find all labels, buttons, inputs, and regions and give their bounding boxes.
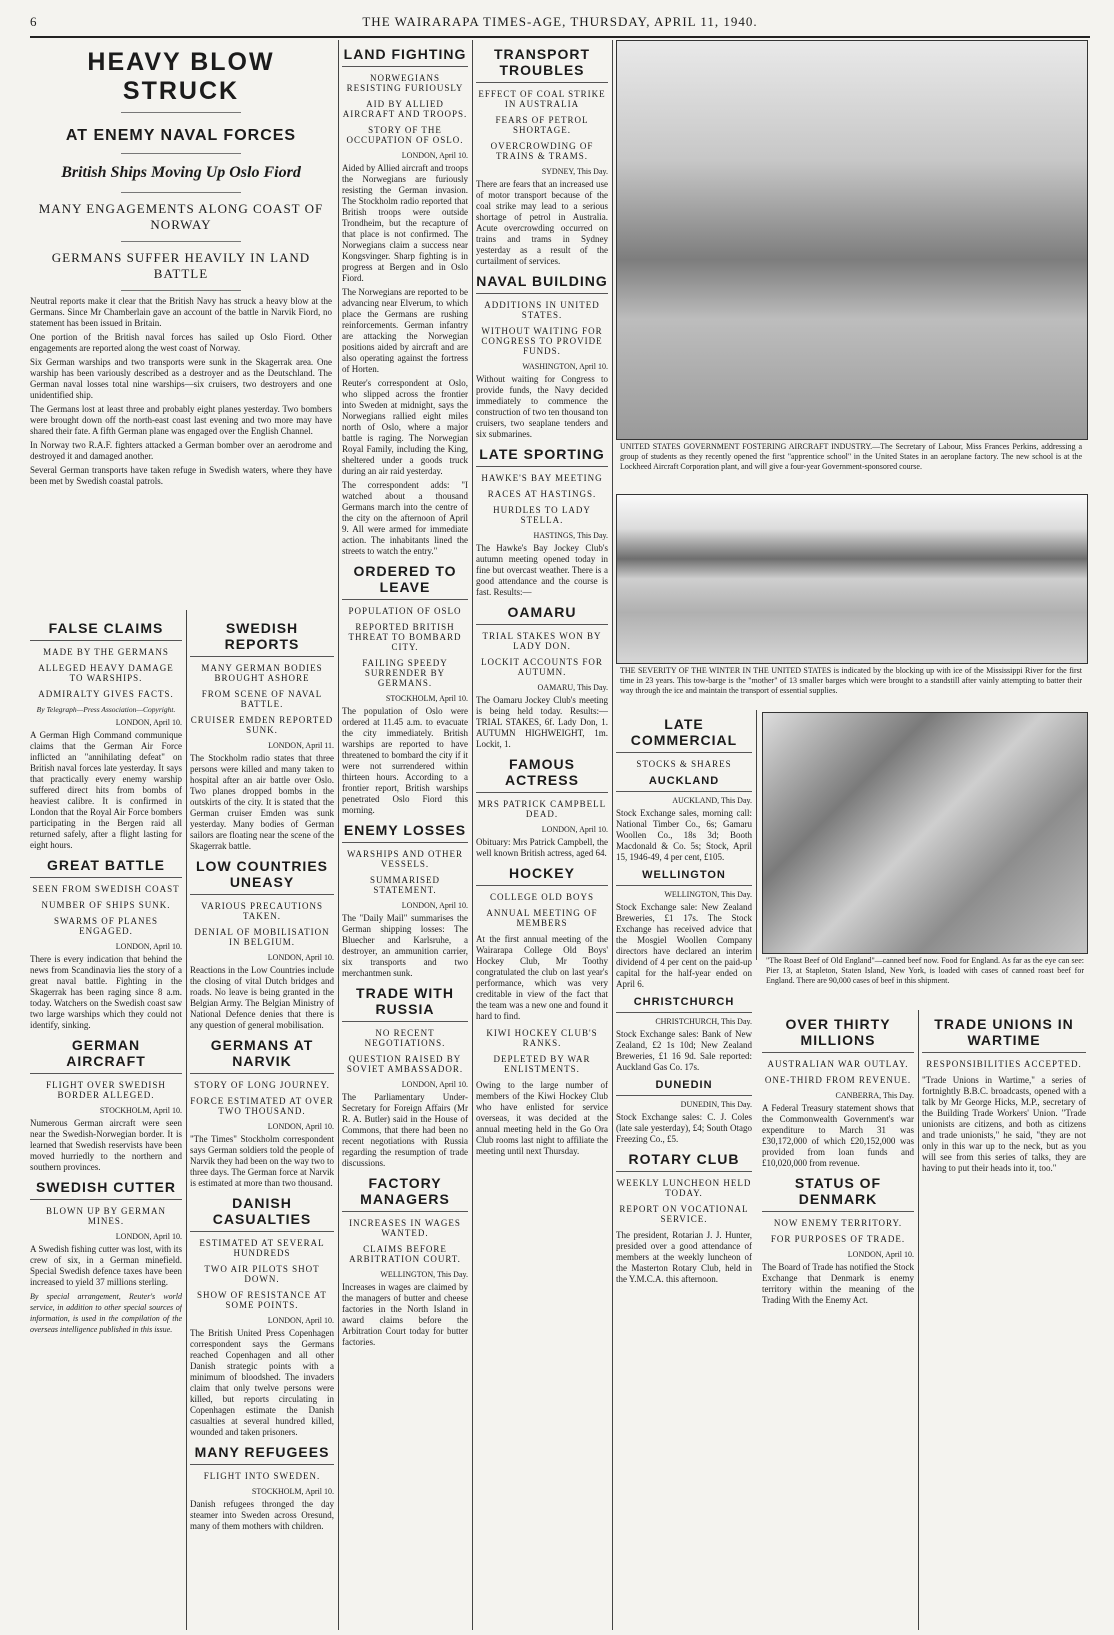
article-title: SWEDISH CUTTER bbox=[30, 1179, 182, 1200]
subheadline: GERMANS SUFFER HEAVILY IN LAND BATTLE bbox=[51, 250, 311, 281]
subhead: INCREASES IN WAGES WANTED. bbox=[349, 1218, 461, 1238]
article-title: LAND FIGHTING bbox=[342, 46, 468, 67]
subhead: STORY OF LONG JOURNEY. bbox=[194, 1080, 330, 1090]
subhead: SUMMARISED STATEMENT. bbox=[369, 875, 440, 895]
paragraph: Owing to the large number of members of the Kiwi Hockey Club who have enlisted for service overseas, it was decided at the annual meeting held in the Go Ora Club rooms last night to affiliate the meeting until next Thursday. bbox=[476, 1080, 608, 1156]
subhead: SEEN FROM SWEDISH COAST bbox=[32, 884, 180, 894]
subheadline: British Ships Moving Up Oslo Fiord bbox=[61, 164, 301, 181]
article-title: ORDERED TO LEAVE bbox=[342, 563, 468, 600]
paragraph: The Stockholm radio states that three persons were killed and many taken to hospital after an air battle over Oslo. Two planes dropped bombs in the outskirts of the city. It is stated that the German cruiser Emden was sunk yesterday. Many bodies of German sailors are floating near the scene of the Skagerrak battle. bbox=[190, 753, 334, 851]
article-title: GERMANS AT NARVIK bbox=[190, 1037, 334, 1074]
subhead: FORCE ESTIMATED AT OVER TWO THOUSAND. bbox=[190, 1096, 334, 1116]
paragraph: At the first annual meeting of the Wairarapa College Old Boys' Hockey Club, Mr Toothy congratulated the club on last year's performance, which was very creditable in view of the fact that the team was a new one and found it hard to find. bbox=[476, 934, 608, 1021]
subheadline: AT ENEMY NAVAL FORCES bbox=[65, 127, 297, 144]
paragraph: Obituary: Mrs Patrick Campbell, the well known British actress, aged 64. bbox=[476, 837, 608, 858]
column-3 bbox=[476, 40, 608, 1630]
subhead: FROM SCENE OF NAVAL BATTLE. bbox=[201, 689, 323, 709]
column-1a bbox=[30, 614, 182, 1630]
paragraph: The British United Press Copenhagen correspondent says the Germans reached Copenhagen and all other Danish strategic points with a minimum of bloodshed. The invaders claim that only twelve persons were killed, but reports circulating in Copenhagen estimate the Danish casualties at several hundred killed, wounded and taken prisoners. bbox=[190, 1328, 334, 1437]
subhead: FOR PURPOSES OF TRADE. bbox=[770, 1234, 906, 1244]
subheadline: MANY ENGAGEMENTS ALONG COAST OF NORWAY bbox=[38, 201, 324, 232]
subhead: HURDLES TO LADY STELLA. bbox=[493, 505, 591, 525]
article-title: OAMARU bbox=[476, 604, 608, 625]
subhead: RACES AT HASTINGS. bbox=[487, 489, 597, 499]
subhead: AUSTRALIAN WAR OUTLAY. bbox=[767, 1059, 909, 1069]
article-title: LATE SPORTING bbox=[476, 446, 608, 467]
subhead: DEPLETED BY WAR ENLISTMENTS. bbox=[493, 1054, 591, 1074]
article-title: GREAT BATTLE bbox=[30, 857, 182, 878]
paragraph: There are fears that an increased use of motor transport because of the coal strike may lead to a serious shortage of petrol in Australia. Acute overcrowding occurred on trains and trams in Sydney yesterday as a result of the curtailment of services. bbox=[476, 179, 608, 266]
paragraph: Several German transports have taken refuge in Swedish waters, where they have been met by Swedish coastal patrols. bbox=[30, 465, 332, 486]
column-2 bbox=[342, 40, 468, 1630]
subhead: BLOWN UP BY GERMAN MINES. bbox=[45, 1206, 167, 1226]
subhead: ADDITIONS IN UNITED STATES. bbox=[484, 300, 600, 320]
subhead: NORWEGIANS RESISTING FURIOUSLY bbox=[346, 73, 464, 93]
subhead: MANY GERMAN BODIES BROUGHT ASHORE bbox=[201, 663, 323, 683]
paragraph: Without waiting for Congress to provide funds, the Navy decided immediately to commence the construction of two ten thousand ton cruisers, two seaplane tenders and six submarines. bbox=[476, 374, 608, 439]
article-title: SWEDISH REPORTS bbox=[190, 620, 334, 657]
subhead: SHOW OF RESISTANCE AT SOME POINTS. bbox=[197, 1290, 327, 1310]
paragraph: The Hawke's Bay Jockey Club's autumn meeting opened today in fine but overcast weather. There is a good attendance and the course is fast. Results:— bbox=[476, 543, 608, 597]
paragraph: Reactions in the Low Countries include the closing of vital Dutch bridges and roads. No leave is being granted in the Belgian Army. The Belgian Ministry of National Defence denies that there is any question of general mobilisation. bbox=[190, 965, 334, 1030]
article-title: GERMAN AIRCRAFT bbox=[30, 1037, 182, 1074]
paragraph: The population of Oslo were ordered at 11.45 a.m. to evacuate the city immediately. British warships are reported to have threatened to bombard the city if it were not surrendered within thirteen hours. According to a frontier report, British warships penetrated Oslo Fiord this morning. bbox=[342, 706, 468, 815]
article-title: MANY REFUGEES bbox=[190, 1444, 334, 1465]
footnote: By special arrangement, Reuter's world service, in addition to other special sources of information, is used in the compilation of the overseas intelligence published in this issue. bbox=[30, 1292, 182, 1334]
column-5b bbox=[922, 1010, 1086, 1630]
subhead: TWO AIR PILOTS SHOT DOWN. bbox=[204, 1264, 320, 1284]
dateline: LONDON, April 10. bbox=[541, 825, 608, 834]
photo-caption: UNITED STATES GOVERNMENT FOSTERING AIRCRAFT INDUSTRY.—The Secretary of Labour, Miss Frances Perkins, addressing a group of students as they recently opened the first "apprentice school" in the United States in an aeroplane factory. The new school is at the Lockheed Aircraft Corporation plant, and will give a four-year Government-sponsored course. bbox=[620, 442, 1082, 471]
article-title: DANISH CASUALTIES bbox=[190, 1195, 334, 1232]
subhead: NO RECENT NEGOTIATIONS. bbox=[364, 1028, 446, 1048]
subhead: POPULATION OF OSLO bbox=[348, 606, 462, 616]
dateline: LONDON, April 10. bbox=[401, 901, 468, 910]
paragraph: Numerous German aircraft were seen near the Swedish-Norwegian border. It is learned that Swedish reservists have been moved hurriedly to the northern and southern provinces. bbox=[30, 1118, 182, 1172]
subhead: EFFECT OF COAL STRIKE IN AUSTRALIA bbox=[478, 89, 606, 109]
paragraph: A Swedish fishing cutter was lost, with its crew of six, in a German minefield. Special Swedish defence taxes have been increased to yield 37 millions sterling. bbox=[30, 1244, 182, 1287]
article-title: HOCKEY bbox=[476, 865, 608, 886]
byline: By Telegraph—Press Association—Copyright. bbox=[36, 705, 176, 714]
dateline: LONDON, April 11. bbox=[268, 741, 334, 750]
subhead: NOW ENEMY TERRITORY. bbox=[773, 1218, 903, 1228]
subhead: STORY OF THE OCCUPATION OF OSLO. bbox=[346, 125, 464, 145]
column-rule bbox=[756, 710, 757, 960]
paragraph: "Trade Unions in Wartime," a series of fortnightly B.B.C. broadcasts, opened with a talk by Mr George Hicks, M.P., secretary of the Building Trade Workers' Union. "Trade unionists are citizens, and both as citizens and trade unionists," he said, "they are not only in this war up to the neck, but as you will see from this series of talks, they are having to put their heads into it, too." bbox=[922, 1075, 1086, 1173]
paragraph: Increases in wages are claimed by the managers of butter and cheese factories in the North Island in award claims before the Arbitration Court today for butter factories. bbox=[342, 1282, 468, 1347]
paragraph: Neutral reports make it clear that the British Navy has struck a heavy blow at the Germans. Since Mr Chamberlain gave an account of the battle in Narvik Fiord, no statement has been issued in Britain. bbox=[30, 296, 332, 328]
dateline: HASTINGS, This Day. bbox=[533, 531, 608, 540]
subhead: SWARMS OF PLANES ENGAGED. bbox=[53, 916, 159, 936]
paragraph: Stock Exchange sales: C. J. Coles (late sale yesterday), £4; South Otago Freezing Co., £5. bbox=[616, 1112, 752, 1144]
article-title: OVER THIRTY MILLIONS bbox=[762, 1016, 914, 1053]
subhead: NUMBER OF SHIPS SUNK. bbox=[41, 900, 171, 910]
dateline: LONDON, April 10. bbox=[115, 942, 182, 951]
subhead: ADMIRALTY GIVES FACTS. bbox=[38, 689, 174, 699]
paragraph: Six German warships and two transports were sunk in the Skagerrak area. One warship has been variously described as a destroyer and as the Deutschland. The German naval losses total nine warships—six cruisers, two destroyers and one unidentified ship. bbox=[30, 357, 332, 400]
column-1b bbox=[190, 614, 334, 1630]
subhead: KIWI HOCKEY CLUB'S RANKS. bbox=[486, 1028, 598, 1048]
subhead: STOCKS & SHARES bbox=[636, 759, 732, 769]
article-title: NAVAL BUILDING bbox=[476, 273, 608, 294]
subhead: REPORT ON VOCATIONAL SERVICE. bbox=[619, 1204, 749, 1224]
article-title: LOW COUNTRIES UNEASY bbox=[190, 858, 334, 895]
photo-caption: THE SEVERITY OF THE WINTER IN THE UNITED STATES is indicated by the blocking up with ice of the Mississippi River for the first time in 23 years. This tow-barge is the "mother" of 13 smaller barges which were brought to a standstill after vainly attempting to batter their way through the ice and maintain the transport of essential supplies. bbox=[620, 666, 1082, 695]
dateline: STOCKHOLM, April 10. bbox=[251, 1487, 334, 1496]
article-title: TRANSPORT TROUBLES bbox=[476, 46, 608, 83]
dateline: DUNEDIN, This Day. bbox=[680, 1100, 752, 1109]
dateline: WASHINGTON, April 10. bbox=[522, 362, 608, 371]
photo-canned-beef bbox=[762, 712, 1088, 954]
paragraph: The Oamaru Jockey Club's meeting is being held today. Results:— TRIAL STAKES, 6f. Lady Don, 1. AUTUMN HIGHWEIGHT, 1m. Lockit, 1. bbox=[476, 695, 608, 749]
paragraph: Stock Exchange sales, morning call: National Timber Co., 6s; Gamaru Woollen Co., 18s 3d; Booth Macdonald & Co. 5s; Stock, April 15, 1946-49, 4 per cent, £105. bbox=[616, 808, 752, 862]
dateline: STOCKHOLM, April 10. bbox=[385, 694, 468, 703]
dateline: CHRISTCHURCH, This Day. bbox=[655, 1017, 752, 1026]
column-rule bbox=[918, 1010, 919, 1630]
dateline: CANBERRA, This Day. bbox=[835, 1091, 914, 1100]
paragraph: In Norway two R.A.F. fighters attacked a German bomber over an aerodrome and destroyed it and damaged another. bbox=[30, 440, 332, 461]
column-5a bbox=[762, 1010, 914, 1630]
headline: HEAVY BLOW STRUCK bbox=[87, 48, 275, 105]
paragraph: Aided by Allied aircraft and troops the Norwegians are furiously resisting the German invasion. The Stockholm radio reported that British troops were outside Trondheim, but the recapture of that place is not confirmed. The Norwegians claim a success near Kongsvinger. Sharp fighting is in progress at Bergen and in Oslo Fiord. bbox=[342, 163, 468, 283]
section-title: DUNEDIN bbox=[616, 1079, 752, 1096]
masthead bbox=[30, 8, 1090, 38]
subhead: WARSHIPS AND OTHER VESSELS. bbox=[346, 849, 463, 869]
subhead: FLIGHT OVER SWEDISH BORDER ALLEGED. bbox=[46, 1080, 166, 1100]
subhead: FLIGHT INTO SWEDEN. bbox=[203, 1471, 321, 1481]
subhead: ONE-THIRD FROM REVENUE. bbox=[764, 1075, 912, 1085]
article-title: FACTORY MANAGERS bbox=[342, 1175, 468, 1212]
subhead: FEARS OF PETROL SHORTAGE. bbox=[495, 115, 589, 135]
paragraph: Stock Exchange sale: New Zealand Breweries, £1 17s. The Stock Exchange has received advice that the Mosgiel Woollen Company directors have declared an interim dividend of 4 per cent on the paid-up capital for the half-year ended on April 6. bbox=[616, 902, 752, 989]
paragraph: The Germans lost at least three and probably eight planes yesterday. Two bombers were brought down off the north-east coast last evening and two more may have shared their fate. A fifth German plane was engaged over the English Channel. bbox=[30, 404, 332, 436]
subhead: ALLEGED HEAVY DAMAGE TO WARSHIPS. bbox=[38, 663, 174, 683]
subhead: MADE BY THE GERMANS bbox=[43, 647, 169, 657]
subhead: FAILING SPEEDY SURRENDER BY GERMANS. bbox=[362, 658, 448, 688]
dateline: LONDON, April 10. bbox=[401, 1080, 468, 1089]
column-commercial bbox=[616, 710, 752, 1630]
paragraph: A German High Command communique claims that the German Air Force inflicted an "annihilating defeat" on British naval forces late yesterday. It says that practically every enemy warship suffered direct hits from bombs of heaviest calibre. It is confirmed in London that the Royal Air Force bombers participating in the Bergen raid all returned safely, after a flight lasting for eight hours. bbox=[30, 730, 182, 850]
column-rule bbox=[186, 610, 187, 1630]
dateline: LONDON, April 10. bbox=[115, 1232, 182, 1241]
article-title: LATE COMMERCIAL bbox=[616, 716, 752, 753]
lead-story bbox=[30, 40, 332, 610]
masthead-title: THE WAIRARAPA TIMES-AGE, THURSDAY, APRIL 11, 1940. bbox=[362, 14, 758, 29]
paragraph: The president, Rotarian J. J. Hunter, presided over a good attendance of members at the weekly luncheon of the Masterton Rotary Club, held in the Y.M.C.A. this afternoon. bbox=[616, 1230, 752, 1284]
subhead: RESPONSIBILITIES ACCEPTED. bbox=[926, 1059, 1082, 1069]
article-title: ENEMY LOSSES bbox=[342, 822, 468, 843]
subhead: REPORTED BRITISH THREAT TO BOMBARD CITY. bbox=[348, 622, 462, 652]
dateline: LONDON, April 10. bbox=[267, 953, 334, 962]
paragraph: The Parliamentary Under-Secretary for Foreign Affairs (Mr R. A. Butler) said in the House of Commons, that there had been no recent negotiations with Russia regarding the resumption of trade discussions. bbox=[342, 1092, 468, 1168]
article-title: FALSE CLAIMS bbox=[30, 620, 182, 641]
paragraph: One portion of the British naval forces has sailed up Oslo Fiord. Other engagements are reported along the west coast of Norway. bbox=[30, 332, 332, 353]
article-title: TRADE UNIONS IN WARTIME bbox=[922, 1016, 1086, 1053]
paragraph: There is every indication that behind the news from Scandinavia lies the story of a great naval battle. Fighting in the Skagerrak has been raging since 8 a.m. today. Watchers on the Swedish coast saw two large warships which they could not identify, sinking. bbox=[30, 954, 182, 1030]
subhead: CLAIMS BEFORE ARBITRATION COURT. bbox=[349, 1244, 461, 1264]
article-title: ROTARY CLUB bbox=[616, 1151, 752, 1172]
article-title: STATUS OF DENMARK bbox=[762, 1175, 914, 1212]
subhead: WEEKLY LUNCHEON HELD TODAY. bbox=[616, 1178, 752, 1198]
photo-mississippi-ice bbox=[616, 494, 1088, 664]
subhead: AID BY ALLIED AIRCRAFT AND TROOPS. bbox=[342, 99, 468, 119]
column-rule bbox=[472, 40, 473, 1630]
subhead: DENIAL OF MOBILISATION IN BELGIUM. bbox=[194, 927, 330, 947]
subhead: HAWKE'S BAY MEETING bbox=[481, 473, 603, 483]
dateline: LONDON, April 10. bbox=[267, 1316, 334, 1325]
paragraph: A Federal Treasury statement shows that the Commonwealth Government's war expenditure to March 31 was £30,172,000 of which £20,152,000 was provided from loan funds and £10,020,000 from revenue. bbox=[762, 1103, 914, 1168]
subhead: WITHOUT WAITING FOR CONGRESS TO PROVIDE FUNDS. bbox=[481, 326, 603, 356]
photo-caption: "The Roast Beef of Old England"—canned beef now. Food for England. As far as the eye can see: Pier 13, at Stapleton, Staten Island, New York, is loaded with cases of canned roast beef for England. There are 90,000 cases of beef in this shipment. bbox=[766, 956, 1084, 985]
subhead: ESTIMATED AT SEVERAL HUNDREDS bbox=[199, 1238, 325, 1258]
dateline: WELLINGTON, This Day. bbox=[380, 1270, 468, 1279]
paragraph: "The Times" Stockholm correspondent says German soldiers told the people of Narvik they had been on the way two to three days. The German force at Narvik is estimated at more than two thousand. bbox=[190, 1134, 334, 1188]
page-number: 6 bbox=[30, 14, 37, 29]
dateline: SYDNEY, This Day. bbox=[541, 167, 608, 176]
paragraph: Stock Exchange sales: Bank of New Zealand, £2 1s 10d; New Zealand Breweries, £1 16 9d. Sale reported: Auckland Gas Co. 17s. bbox=[616, 1029, 752, 1072]
subhead: OVERCROWDING OF TRAINS & TRAMS. bbox=[490, 141, 594, 161]
dateline: STOCKHOLM, April 10. bbox=[99, 1106, 182, 1115]
subhead: TRIAL STAKES WON BY LADY DON. bbox=[482, 631, 602, 651]
paragraph: The correspondent adds: "I watched about a thousand Germans march into the centre of the city on the afternoon of April 9. All were armed for immediate action. The inhabitants lined the streets to watch the entry." bbox=[342, 480, 468, 556]
photo-aircraft-students bbox=[616, 40, 1088, 440]
column-rule bbox=[338, 40, 339, 1630]
dateline: LONDON, April 10. bbox=[401, 151, 468, 160]
section-title: WELLINGTON bbox=[616, 869, 752, 886]
dateline: AUCKLAND, This Day. bbox=[672, 796, 752, 805]
article-title: TRADE WITH RUSSIA bbox=[342, 985, 468, 1022]
subhead: COLLEGE OLD BOYS bbox=[490, 892, 594, 902]
subhead: ANNUAL MEETING OF MEMBERS bbox=[486, 908, 598, 928]
paragraph: The Board of Trade has notified the Stock Exchange that Denmark is enemy territory within the meaning of the Trading With the Enemy Act. bbox=[762, 1262, 914, 1305]
article-title: FAMOUS ACTRESS bbox=[476, 756, 608, 793]
subhead: CRUISER EMDEN REPORTED SUNK. bbox=[190, 715, 334, 735]
dateline: LONDON, April 10. bbox=[267, 1122, 334, 1131]
paragraph: The "Daily Mail" summarises the German shipping losses: The Bluecher and Karlsruhe, a destroyer, an ammunition carrier, six transports and two merchantmen sunk. bbox=[342, 913, 468, 978]
dateline: LONDON, April 10. bbox=[847, 1250, 914, 1259]
paragraph: The Norwegians are reported to be advancing near Elverum, to which place the Germans are rushing reinforcements. German infantry are attacking the Norwegian positions aided by aircraft and are also operating against the fortress of Horten. bbox=[342, 287, 468, 374]
subhead: QUESTION RAISED BY SOVIET AMBASSADOR. bbox=[346, 1054, 464, 1074]
column-rule bbox=[612, 40, 613, 1630]
dateline: WELLINGTON, This Day. bbox=[664, 890, 752, 899]
section-title: AUCKLAND bbox=[616, 775, 752, 792]
paragraph: Danish refugees thronged the day steamer into Sweden across Oresund, many of them mothers with children. bbox=[190, 1499, 334, 1531]
subhead: LOCKIT ACCOUNTS FOR AUTUMN. bbox=[481, 657, 603, 677]
paragraph: Reuter's correspondent at Oslo, who slipped across the frontier into Sweden at midnight, says the Norwegians rallied eight miles north of Oslo, where a major battle is raging. The Norwegian Royal Family, including the King, sheltered under a goods truck during an air raid yesterday. bbox=[342, 378, 468, 476]
subhead: VARIOUS PRECAUTIONS TAKEN. bbox=[200, 901, 324, 921]
dateline: LONDON, April 10. bbox=[115, 718, 182, 727]
dateline: OAMARU, This Day. bbox=[537, 683, 608, 692]
subhead: MRS PATRICK CAMPBELL DEAD. bbox=[477, 799, 607, 819]
section-title: CHRISTCHURCH bbox=[616, 996, 752, 1013]
